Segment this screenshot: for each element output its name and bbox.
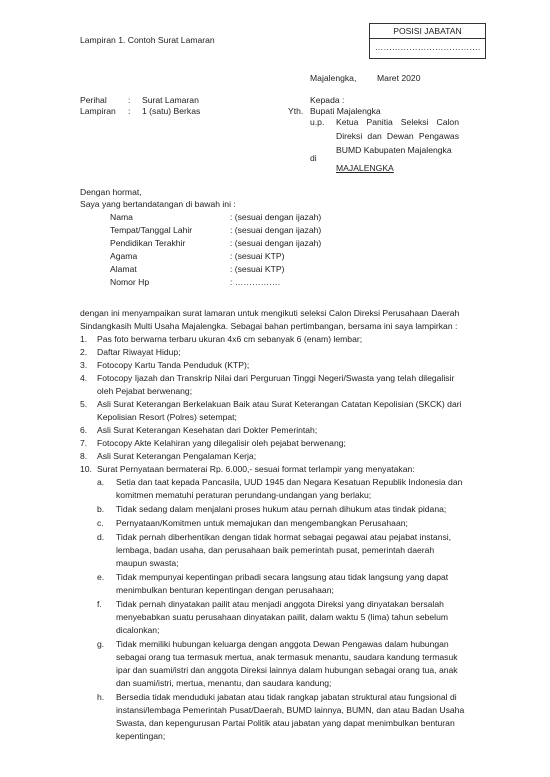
intro: Saya yang bertandatangan di bawah ini :: [80, 199, 236, 209]
sublist-letter: c.: [97, 518, 104, 528]
list-item-cont: Kepolisian Resort (Polres) setempat;: [97, 412, 237, 422]
sublist-line: Tidak memiliki hubungan keluarga dengan anggota Dewan Pengawas dalam hubungan: [116, 639, 449, 649]
sublist-line: ipar dan suami/istri dan anggota Direksi lainnya dalam hubungan sebagai orang tua, anak: [116, 665, 458, 675]
sublist-line: kepentingan;: [116, 731, 166, 741]
list-item: Surat Pernyataan bermaterai Rp. 6.000,- sesuai format terlampir yang menyatakan:: [97, 464, 415, 474]
list-number: 2.: [80, 347, 88, 357]
field-label: Tempat/Tanggal Lahir: [110, 225, 193, 235]
sublist-letter: a.: [97, 477, 105, 487]
sublist-line: Tidak sedang dalam menjalani proses hukum atau pernah dihukum atas tindak pidana;: [116, 504, 447, 514]
lampiran-colon: :: [128, 106, 131, 116]
list-number: 7.: [80, 438, 88, 448]
list-item: Fotocopy Kartu Tanda Penduduk (KTP);: [97, 360, 250, 370]
sublist-line: menyebabkan suatu perusahaan dinyatakan pailit, dalam waktu 5 (lima) tahun sebelum: [116, 612, 449, 622]
greeting: Dengan hormat,: [80, 187, 142, 197]
sublist-line: menimbulkan benturan kepentingan dengan perusahaan;: [116, 585, 334, 595]
field-row: [110, 264, 360, 275]
list-item: Asli Surat Keterangan Berkelakuan Baik atau Surat Keterangan Catatan Kepolisian (SKCK) dari: [97, 399, 462, 409]
list-item-cont: oleh Pejabat berwenang;: [97, 386, 193, 396]
list-item: Daftar Riwayat Hidup;: [97, 347, 181, 357]
field-row: [110, 251, 360, 262]
attachment-title: Lampiran 1. Contoh Surat Lamaran: [80, 35, 215, 45]
field-value: : (sesuai dengan ijazah): [230, 238, 322, 248]
perihal-value: Surat Lamaran: [142, 95, 199, 105]
recipient-line-1: Ketua Panitia Seleksi Calon: [336, 117, 459, 127]
list-number: 4.: [80, 373, 88, 383]
list-item: Asli Surat Keterangan Pengalaman Kerja;: [97, 451, 257, 461]
field-row: [110, 225, 360, 236]
sublist-letter: e.: [97, 572, 105, 582]
recipient-name: Bupati Majalengka: [310, 106, 381, 116]
sublist-line: Tidak pernah dinyatakan pailit atau menjadi anggota Direksi yang dinyatakan bersalah: [116, 599, 444, 609]
field-value: : (sesuai KTP): [230, 251, 285, 261]
list-number: 5.: [80, 399, 88, 409]
lampiran-label: Lampiran: [80, 106, 116, 116]
sublist-letter: b.: [97, 504, 105, 514]
list-item: Fotocopy Akte Kelahiran yang dilegalisir oleh pejabat berwenang;: [97, 438, 346, 448]
position-box: [369, 23, 486, 59]
sublist-letter: f.: [97, 599, 102, 609]
sublist-letter: h.: [97, 692, 105, 702]
sublist-line: sebagai orang tua termasuk mertua, anak termasuk menantu, saudara kandung termasuk: [116, 652, 458, 662]
sublist-letter: d.: [97, 532, 105, 542]
field-value: : …………….: [230, 277, 281, 287]
sublist-letter: g.: [97, 639, 105, 649]
yth: Yth.: [288, 106, 304, 116]
sublist-line: dicalonkan;: [116, 625, 160, 635]
recipient-line-2: Direksi dan Dewan Pengawas: [336, 131, 459, 141]
paragraph-line-1: dengan ini menyampaikan surat lamaran untuk mengikuti seleksi Calon Direksi Perusahaan Daerah: [80, 308, 460, 318]
field-label: Nomor Hp: [110, 277, 150, 287]
perihal-colon: :: [128, 95, 131, 105]
sublist-line: Setia dan taat kepada Pancasila, UUD 1945 dan Negara Kesatuan Republik Indonesia dan: [116, 477, 463, 487]
list-number: 6.: [80, 425, 88, 435]
field-label: Agama: [110, 251, 138, 261]
field-row: [110, 238, 360, 249]
sublist-line: instansi/lembaga Pemerintah Pusat/Daerah, BUMD lainnya, BUMN, dan atau Badan Usaha: [116, 705, 465, 715]
list-number: 10.: [80, 464, 92, 474]
sublist-line: Pernyataan/Komitmen untuk memajukan dan mengembangkan Perusahaan;: [116, 518, 408, 528]
perihal-label: Perihal: [80, 95, 107, 105]
sublist-line: komitmen mematuhi peraturan perundang-undangan yang berlaku;: [116, 490, 372, 500]
sublist-line: maupun swasta;: [116, 558, 179, 568]
field-label: Nama: [110, 212, 133, 222]
place: Majalengka,: [310, 73, 357, 83]
position-box-blank: ……………………………….: [374, 42, 481, 52]
sublist-line: Tidak pernah diberhentikan dengan tidak hormat sebagai pegawai atau pejabat instansi,: [116, 532, 452, 542]
recipient-city: MAJALENGKA: [336, 163, 394, 173]
sublist-line: dan suami/istri, mertua, menantu, dan saudara kandung;: [116, 678, 332, 688]
up: u.p.: [310, 117, 325, 127]
di: di: [310, 153, 317, 163]
list-number: 3.: [80, 360, 88, 370]
date: Maret 2020: [377, 73, 421, 83]
sublist-line: Bersedia tidak menduduki jabatan atau tidak rangkap jabatan struktural atau fungsional di: [116, 692, 457, 702]
field-row: [110, 277, 360, 288]
sublist-line: lembaga, badan usaha, dan perusahaan baik pemerintah pusat, pemerintah daerah: [116, 545, 435, 555]
list-item: Pas foto berwarna terbaru ukuran 4x6 cm sebanyak 6 (enam) lembar;: [97, 334, 363, 344]
position-box-label: POSISI JABATAN: [370, 24, 485, 39]
lampiran-value: 1 (satu) Berkas: [142, 106, 201, 116]
kepada: Kepada :: [310, 95, 345, 105]
list-item: Asli Surat Keterangan Kesehatan dari Dokter Pemerintah;: [97, 425, 318, 435]
list-item: Fotocopy Ijazah dan Transkrip Nilai dari Perguruan Tinggi Negeri/Swasta yang telah dilegalisir: [97, 373, 455, 383]
field-label: Alamat: [110, 264, 137, 274]
field-label: Pendidikan Terakhir: [110, 238, 186, 248]
paragraph-line-2: Sindangkasih Multi Usaha Majalengka. Sebagai bahan pertimbangan, bersama ini saya lampirkan :: [80, 321, 458, 331]
sublist-line: Tidak mempunyai kepentingan pribadi secara langsung atau tidak langsung yang dapat: [116, 572, 449, 582]
field-value: : (sesuai KTP): [230, 264, 285, 274]
list-number: 8.: [80, 451, 88, 461]
list-number: 1.: [80, 334, 88, 344]
recipient-line-3: BUMD Kabupaten Majalengka: [336, 145, 452, 155]
field-value: : (sesuai dengan ijazah): [230, 225, 322, 235]
field-row: [110, 212, 360, 223]
field-value: : (sesuai dengan ijazah): [230, 212, 322, 222]
sublist-line: Swasta, dan kepengurusan Partai Politik atau jabatan yang dapat menimbulkan benturan: [116, 718, 455, 728]
